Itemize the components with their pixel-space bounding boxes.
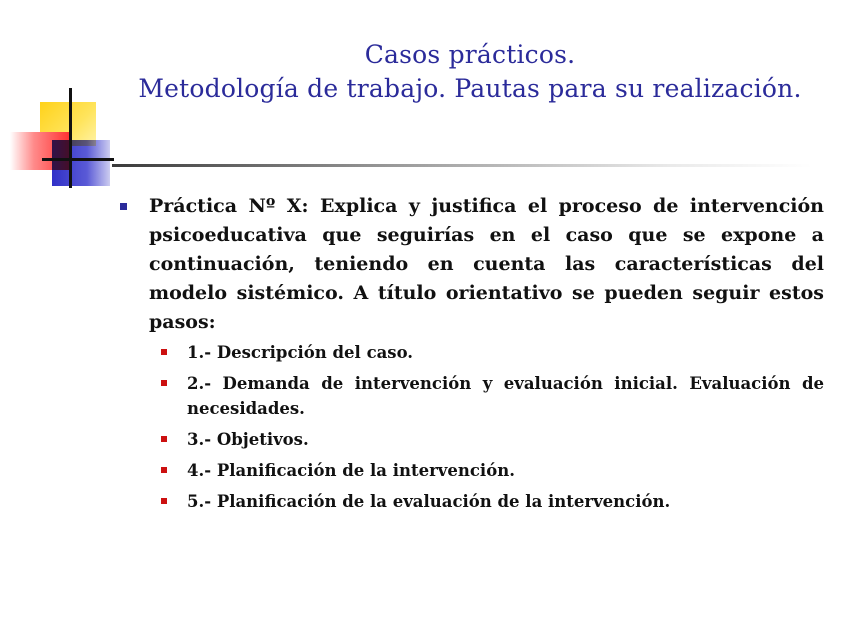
list-item (187, 371, 824, 421)
square-bullet-icon (161, 436, 167, 442)
square-bullet-icon (161, 467, 167, 473)
cross-line-decoration (42, 158, 114, 161)
step-text: 1.- Descripción del caso. (187, 343, 414, 362)
title-divider-line (112, 164, 812, 167)
slide-content (112, 192, 824, 520)
main-bullet-item (112, 192, 824, 337)
slide-title-line-1: Casos prácticos. (364, 40, 576, 69)
blue-square-decoration (52, 140, 110, 186)
square-bullet-icon (161, 349, 167, 355)
main-bullet-text: Práctica Nº X: Explica y justifica el proceso de intervención psicoeducativa que seguirías en el caso que se expone a continuación, teniendo en cuenta las características del modelo sistémico. A título orientativo se pueden seguir estos pasos: (149, 195, 824, 333)
list-item (187, 340, 824, 365)
square-bullet-icon (161, 498, 167, 504)
slide-title-line-2: Metodología de trabajo. Pautas para su realización. (138, 74, 802, 103)
step-text: 5.- Planificación de la evaluación de la intervención. (187, 492, 671, 511)
list-item (187, 458, 824, 483)
vertical-line-decoration (69, 88, 72, 188)
list-item (187, 489, 824, 514)
list-item (187, 427, 824, 452)
step-text: 2.- Demanda de intervención y evaluación inicial. Evaluación de necesidades. (187, 374, 824, 418)
steps-list (112, 340, 824, 514)
decorative-emblem (0, 88, 140, 198)
square-bullet-icon (161, 380, 167, 386)
slide-title (100, 38, 840, 106)
square-bullet-icon (120, 203, 127, 210)
step-text: 3.- Objetivos. (187, 430, 309, 449)
step-text: 4.- Planificación de la intervención. (187, 461, 515, 480)
